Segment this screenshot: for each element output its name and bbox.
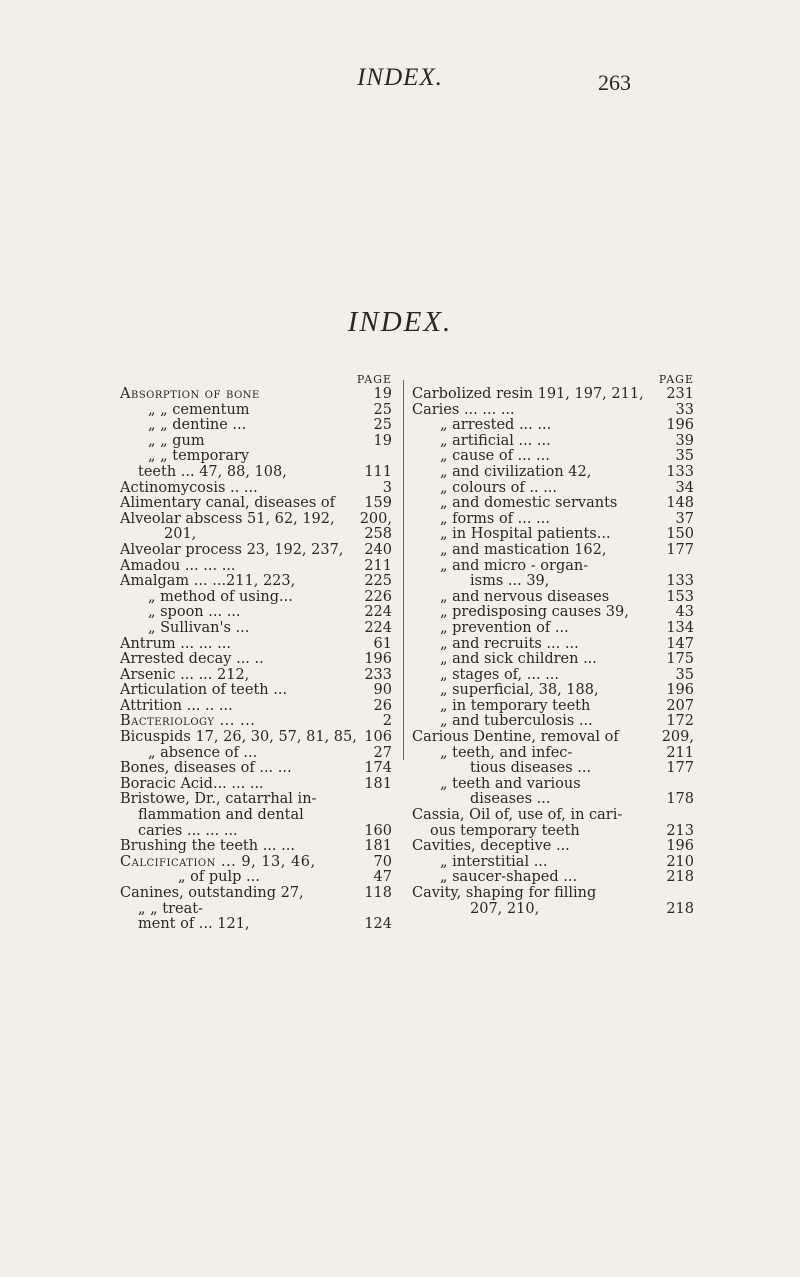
entry-term: Caries ... ... ... (412, 401, 515, 418)
entry-pages: 175 (666, 651, 694, 668)
entry-pages: 196 (364, 651, 392, 668)
index-entry (412, 512, 694, 528)
entry-pages: 209, (661, 729, 694, 746)
index-entry (412, 699, 694, 715)
entry-term: Antrum ... ... ... (120, 635, 231, 652)
entry-term: Canines, outstanding 27, (120, 885, 304, 901)
entry-pages: 240 (364, 541, 392, 558)
running-title: INDEX. (357, 64, 443, 91)
entry-term: „ interstitial ... (440, 853, 548, 870)
entry-term: „ prevention of ... (440, 619, 569, 636)
index-entries-left (120, 387, 392, 933)
entry-term: Amalgam ... ...211, 223, (120, 573, 296, 590)
entry-term: „ „ gum (148, 432, 205, 449)
index-entry (412, 449, 694, 465)
page-column-label: PAGE (356, 373, 392, 386)
entry-term: flammation and dental (138, 807, 304, 824)
index-entry (120, 637, 392, 653)
entry-term: „ and recruits ... ... (440, 635, 579, 652)
index-entry (412, 387, 694, 403)
entry-term: „ in Hospital patients... (440, 526, 611, 543)
index-entry (120, 714, 392, 730)
index-entry (120, 527, 392, 543)
entry-pages: 118 (364, 885, 392, 901)
entry-pages: 33 (675, 401, 694, 418)
entry-pages: 134 (666, 619, 694, 636)
entry-term: Alveolar process 23, 192, 237, (120, 541, 344, 558)
entry-pages: 178 (666, 791, 694, 808)
entry-term: caries ... ... ... (138, 822, 238, 839)
entry-term: Attrition ... .. ... (120, 697, 233, 714)
entry-term: „ stages of, ... ... (440, 666, 560, 683)
entry-pages: 225 (364, 573, 392, 590)
index-entry (412, 574, 694, 590)
entry-term: Brushing the teeth ... ... (120, 838, 295, 855)
entry-pages: 153 (666, 588, 694, 605)
entry-term: „ and nervous diseases (440, 588, 610, 605)
column-divider (403, 380, 404, 760)
index-entry (412, 714, 694, 730)
index-entry (120, 621, 392, 637)
entry-term: „ superficial, 38, 188, (440, 682, 599, 699)
entry-pages: 196 (666, 838, 694, 855)
index-entry (412, 730, 694, 746)
index-entry (412, 527, 694, 543)
index-entry (412, 886, 694, 902)
entry-term: „ saucer-shaped ... (440, 869, 578, 886)
entry-pages: 181 (364, 775, 392, 792)
index-entry (412, 652, 694, 668)
index-entry (120, 465, 392, 481)
index-entry (412, 621, 694, 637)
entry-pages: 172 (666, 713, 694, 730)
entry-pages: 177 (666, 541, 694, 558)
index-entry (412, 746, 694, 762)
entry-term: Calcification ... 9, 13, 46, (120, 853, 316, 870)
entry-term: ment of ... 121, (138, 916, 250, 933)
index-entry (412, 761, 694, 777)
page-column-label: PAGE (658, 373, 694, 386)
entry-pages: 226 (364, 588, 392, 605)
index-entry (412, 590, 694, 606)
entry-pages: 174 (364, 760, 392, 777)
entry-pages: 177 (666, 760, 694, 777)
entry-term: „ forms of ... ... (440, 510, 550, 527)
entry-term: „ of pulp ... (178, 869, 260, 886)
entry-term: isms ... 39, (470, 573, 550, 590)
entry-pages: 106 (364, 729, 392, 746)
entry-term: „ and tuberculosis ... (440, 713, 593, 730)
entry-term: Bacteriology ... ... (120, 713, 256, 730)
entry-term: „ cause of ... ... (440, 448, 550, 465)
entry-term: „ and micro - organ- (440, 557, 589, 574)
index-entry (412, 434, 694, 450)
entry-term: „ „ temporary (148, 448, 250, 465)
entry-term: „ „ cementum (148, 401, 250, 418)
index-entry (412, 418, 694, 434)
entry-pages: 37 (675, 510, 694, 527)
index-entry (120, 574, 392, 590)
index-entry (412, 559, 694, 575)
index-entry (120, 449, 392, 465)
entry-term: Boracic Acid... ... ... (120, 775, 264, 792)
entry-pages: 70 (373, 853, 392, 870)
entry-pages: 200, (359, 510, 392, 527)
entry-term: „ artificial ... ... (440, 432, 551, 449)
entry-pages: 196 (666, 417, 694, 434)
entry-pages: 2 (382, 713, 392, 730)
index-entry (120, 777, 392, 793)
entry-term: „ and sick children ... (440, 651, 597, 668)
entry-pages: 218 (666, 900, 694, 917)
entry-term: „ and domestic servants (440, 495, 618, 512)
entry-pages: 224 (364, 604, 392, 621)
index-entry (120, 683, 392, 699)
index-entry (120, 870, 392, 886)
entry-term: teeth ... 47, 88, 108, (138, 463, 287, 480)
entry-pages: 207 (666, 697, 694, 714)
entry-term: „ in temporary teeth (440, 697, 591, 714)
entry-pages: 27 (373, 744, 392, 761)
index-entry (120, 746, 392, 762)
entry-term: Bones, diseases of ... ... (120, 760, 292, 777)
entry-term: „ absence of ... (148, 744, 258, 761)
index-column-left (120, 372, 392, 933)
entry-pages: 26 (373, 697, 392, 714)
entry-term: „ and civilization 42, (440, 463, 592, 480)
entry-pages: 211 (666, 744, 694, 761)
entry-term: „ Sullivan's ... (148, 619, 250, 636)
index-entry (412, 496, 694, 512)
entry-pages: 196 (666, 682, 694, 699)
index-entry (412, 481, 694, 497)
index-entries-right (412, 387, 694, 917)
index-entry (120, 481, 392, 497)
index-entry (120, 855, 392, 871)
entry-term: „ „ treat- (138, 900, 203, 917)
index-entry (120, 387, 392, 403)
entry-term: „ teeth, and infec- (440, 744, 573, 761)
entry-pages: 213 (666, 822, 694, 839)
entry-term: Cavity, shaping for filling (412, 885, 597, 901)
entry-pages: 25 (373, 401, 392, 418)
entry-pages: 61 (373, 635, 392, 652)
index-entry (412, 637, 694, 653)
entry-pages: 224 (364, 619, 392, 636)
entry-pages: 133 (666, 573, 694, 590)
entry-term: „ predisposing causes 39, (440, 604, 629, 621)
index-entry (120, 792, 392, 808)
index-entry (412, 605, 694, 621)
entry-pages: 25 (373, 417, 392, 434)
index-entry (120, 652, 392, 668)
index-entry (412, 839, 694, 855)
entry-term: Carbolized resin 191, 197, 211, (412, 386, 644, 402)
entry-term: Alveolar abscess 51, 62, 192, (120, 510, 335, 527)
entry-term: 201, (164, 526, 197, 543)
index-entry (120, 902, 392, 918)
entry-pages: 148 (666, 495, 694, 512)
index-entry (412, 668, 694, 684)
index-entry (120, 605, 392, 621)
entry-pages: 124 (364, 916, 392, 933)
index-entry (120, 543, 392, 559)
entry-pages: 111 (364, 463, 392, 480)
entry-pages: 159 (364, 495, 392, 512)
index-entry (120, 730, 392, 746)
index-entry (120, 418, 392, 434)
entry-pages: 233 (364, 666, 392, 683)
entry-term: Articulation of teeth ... (120, 682, 288, 699)
index-entry (412, 902, 694, 918)
entry-term: „ and mastication 162, (440, 541, 607, 558)
entry-term: „ „ dentine ... (148, 417, 247, 434)
entry-pages: 43 (675, 604, 694, 621)
entry-pages: 218 (666, 869, 694, 886)
entry-pages: 35 (675, 448, 694, 465)
index-entry (412, 855, 694, 871)
entry-term: 207, 210, (470, 900, 540, 917)
entry-term: Cassia, Oil of, use of, in cari- (412, 807, 623, 824)
page-number: 263 (598, 70, 631, 95)
entry-pages: 160 (364, 822, 392, 839)
index-entry (120, 434, 392, 450)
entry-pages: 35 (675, 666, 694, 683)
index-entry (120, 839, 392, 855)
entry-term: Actinomycosis .. ... (120, 479, 258, 496)
index-entry (120, 808, 392, 824)
entry-term: tious diseases ... (470, 760, 592, 777)
entry-term: Absorption of bone (120, 386, 260, 402)
entry-term: Bicuspids 17, 26, 30, 57, 81, 85, (120, 729, 357, 746)
entry-pages: 231 (666, 386, 694, 402)
entry-term: Arrested decay ... .. (120, 651, 264, 668)
entry-term: Amadou ... ... ... (120, 557, 236, 574)
index-entry (120, 559, 392, 575)
index-entry (120, 824, 392, 840)
entry-term: Cavities, deceptive ... (412, 838, 570, 855)
entry-pages: 258 (364, 526, 392, 543)
index-entry (412, 792, 694, 808)
index-entry (412, 403, 694, 419)
index-entry (120, 496, 392, 512)
index-entry (412, 870, 694, 886)
entry-term: ous temporary teeth (430, 822, 580, 839)
index-entry (412, 465, 694, 481)
index-entry (120, 886, 392, 902)
entry-term: „ method of using... (148, 588, 293, 605)
index-entry (412, 683, 694, 699)
entry-pages: 211 (364, 557, 392, 574)
index-column-right (412, 372, 694, 917)
index-entry (120, 668, 392, 684)
entry-pages: 19 (373, 386, 392, 402)
index-title: INDEX. (347, 306, 453, 338)
entry-term: Arsenic ... ... 212, (120, 666, 250, 683)
index-entry (120, 699, 392, 715)
index-entry (412, 543, 694, 559)
entry-pages: 39 (675, 432, 694, 449)
entry-term: Carious Dentine, removal of (412, 729, 619, 746)
index-entry (120, 590, 392, 606)
entry-pages: 3 (382, 479, 392, 496)
entry-pages: 34 (675, 479, 694, 496)
entry-pages: 133 (666, 463, 694, 480)
index-entry (120, 512, 392, 528)
entry-pages: 147 (666, 635, 694, 652)
entry-term: Bristowe, Dr., catarrhal in- (120, 791, 317, 808)
index-entry (412, 824, 694, 840)
entry-pages: 90 (373, 682, 392, 699)
entry-pages: 210 (666, 853, 694, 870)
index-entry (120, 761, 392, 777)
index-entry (120, 917, 392, 933)
index-entry (412, 808, 694, 824)
entry-pages: 19 (373, 432, 392, 449)
entry-pages: 47 (373, 869, 392, 886)
entry-term: diseases ... (470, 791, 551, 808)
entry-term: „ colours of .. ... (440, 479, 558, 496)
running-head (0, 64, 800, 104)
index-entry (120, 403, 392, 419)
entry-term: „ spoon ... ... (148, 604, 241, 621)
entry-term: „ teeth and various (440, 775, 581, 792)
entry-pages: 181 (364, 838, 392, 855)
index-entry (412, 777, 694, 793)
entry-pages: 150 (666, 526, 694, 543)
entry-term: Alimentary canal, diseases of (120, 495, 335, 512)
entry-term: „ arrested ... ... (440, 417, 552, 434)
